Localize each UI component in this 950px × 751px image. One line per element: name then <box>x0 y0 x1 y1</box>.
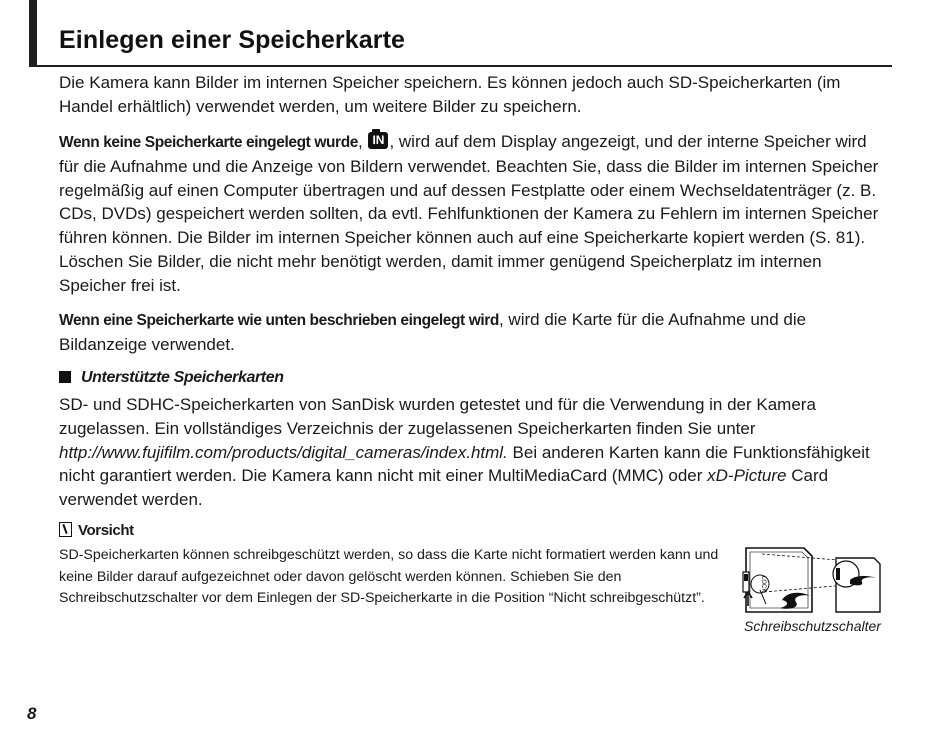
no-card-separator: , <box>357 132 368 151</box>
with-card-paragraph <box>59 308 884 357</box>
supported-cards-heading <box>59 369 284 387</box>
caution-icon <box>59 522 72 537</box>
fujifilm-url: http://www.fujifilm.com/products/digital_cameras/index.html. <box>59 442 508 462</box>
caution-paragraph: SD-Speicherkarten können schreibgeschützt werden, so dass die Karte nicht formatiert werden kann und keine Bilder darauf aufgezeichnet oder davon gelöscht werden können. Schieben Sie den Schreibschutzschalter vor dem Einlegen der SD-Speicherkarte in die Position “Nicht schreibgeschützt”. <box>59 547 719 607</box>
internal-memory-icon-label: IN <box>372 133 385 147</box>
xd-picture-label: xD-Picture <box>707 466 787 486</box>
page-number: 8 <box>27 704 37 723</box>
with-card-lead: Wenn eine Speicherkarte wie unten beschrieben eingelegt wird <box>59 312 499 329</box>
supported-cards-heading-text: Unterstützte Speicherkarten <box>81 369 284 386</box>
title-underline <box>29 65 892 67</box>
no-card-paragraph <box>59 130 884 298</box>
caution-heading <box>59 522 134 539</box>
page-title: Einlegen einer Speicherkarte <box>59 26 406 54</box>
lock-label: LOCK <box>760 576 766 593</box>
internal-memory-icon <box>368 132 388 149</box>
supported-text-3: Card verwendet werden. <box>59 466 829 510</box>
figure-caption: Schreibschutzschalter <box>744 618 881 634</box>
no-card-text: , wird auf dem Display angezeigt, und der interne Speicher wird für die Aufnahme und die Anzeige von Bildern verwendet. Beachten Sie, dass die Bilder im internen Speicher regelmäßig auf einen Computer übertragen und auf dessen Festplatte oder einem Wechseldatenträger (z. B. CDs, DVDs) gespeichert werden sollten, da evtl. Fehlfunktionen der Kamera zu Fehlern im internen Speicher führen können. Die Bilder im internen Speicher können auch auf eine Speicherkarte kopiert werden (S. 81). Löschen Sie Bilder, die nicht mehr benötigt werden, damit immer genügend Speicherplatz im internen Speicher frei ist. <box>59 132 879 295</box>
with-card-text: , wird die Karte für die Aufnahme und die Bildanzeige verwendet. <box>59 310 807 354</box>
supported-text-1: SD- und SDHC-Speicherkarten von SanDisk wurden getestet und für die Verwendung in der Kamera zugelassen. Ein vollständiges Verzeichnis der zugelassenen Speicherkarten finden Sie unter <box>59 395 816 438</box>
caution-heading-text: Vorsicht <box>78 522 134 539</box>
supported-cards-paragraph <box>59 393 884 512</box>
no-card-lead: Wenn keine Speicherkarte eingelegt wurde <box>59 134 358 151</box>
header-side-bar <box>29 0 37 67</box>
supported-text-2: Bei anderen Karten kann die Funktionsfähigkeit nicht garantiert werden. Die Kamera kann nicht mit einer MultiMediaCard (MMC) oder <box>59 442 870 486</box>
sd-card-illustration <box>738 546 888 616</box>
intro-paragraph: Die Kamera kann Bilder im internen Speicher speichern. Es können jedoch auch SD-Speicherkarten (im Handel erhältlich) verwendet werden, um weitere Bilder zu speichern. <box>59 73 841 116</box>
square-bullet-icon <box>59 371 71 383</box>
